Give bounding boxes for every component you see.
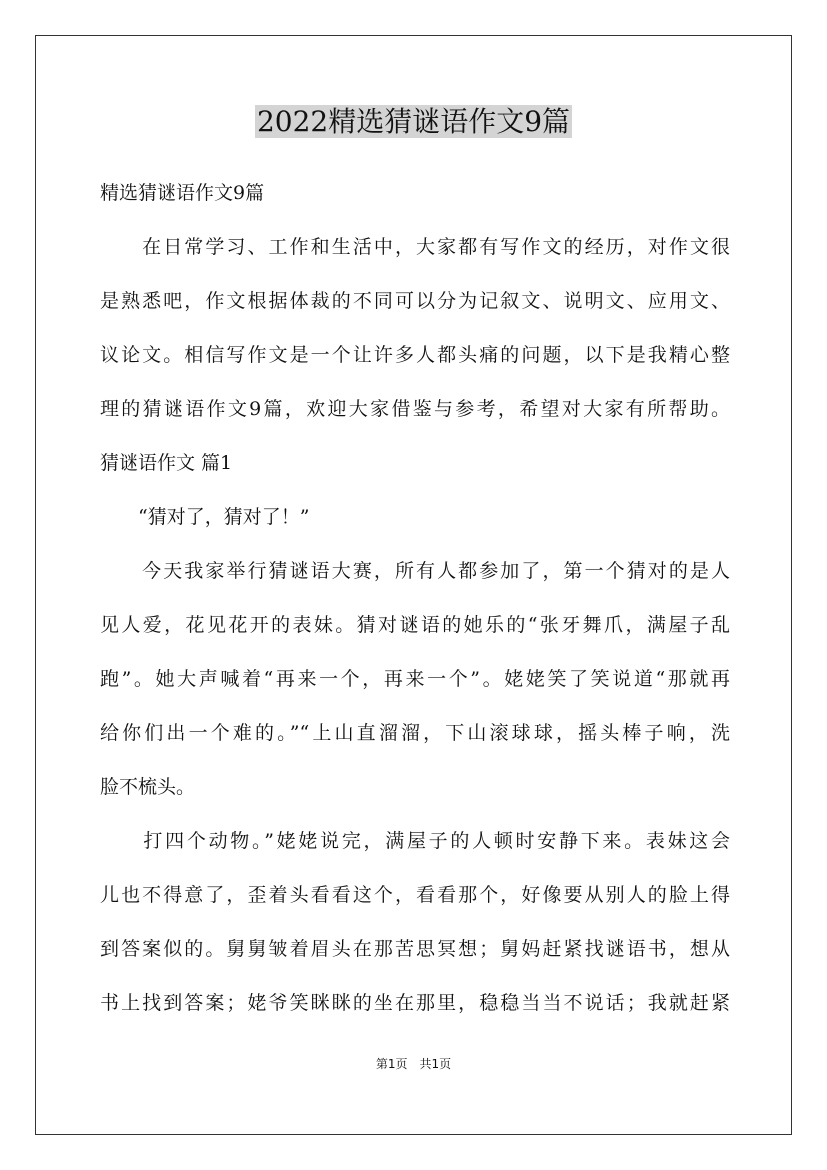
document-title-text: 2022精选猜谜语作文9篇 — [256, 105, 571, 138]
text-line: 打四个动物。”姥姥说完，满屋子的人顿时安静下来。表妹这会 — [100, 830, 730, 852]
page-footer: 第1页 共1页 — [375, 1057, 452, 1071]
text-line: “猜对了，猜对了！” — [100, 506, 310, 528]
text-line: 在日常学习、工作和生活中，大家都有写作文的经历，对作文很 — [100, 236, 730, 258]
text-line: 到答案似的。舅舅皱着眉头在那苦思冥想；舅妈赶紧找谜语书，想从 — [100, 938, 730, 960]
text-line: 见人爱，花见花开的表妹。猜对谜语的她乐的“张牙舞爪，满屋子乱 — [100, 614, 730, 636]
text-line: 猜谜语作文 篇1 — [100, 452, 233, 474]
text-line: 议论文。相信写作文是一个让许多人都头痛的问题，以下是我精心整 — [100, 344, 730, 366]
text-line: 理的猜谜语作文9篇，欢迎大家借鉴与参考，希望对大家有所帮助。 — [100, 398, 730, 420]
text-line: 给你们出一个难的。”“上山直溜溜，下山滚球球，摇头棒子响，洗 — [100, 722, 730, 744]
text-line: 精选猜谜语作文9篇 — [100, 182, 265, 204]
document-title — [0, 102, 827, 142]
text-line: 是熟悉吧，作文根据体裁的不同可以分为记叙文、说明文、应用文、 — [100, 290, 730, 312]
text-line: 跑”。她大声喊着“再来一个，再来一个”。姥姥笑了笑说道“那就再 — [100, 668, 730, 690]
text-line: 书上找到答案；姥爷笑眯眯的坐在那里，稳稳当当不说话；我就赶紧 — [100, 992, 730, 1014]
document-body — [100, 166, 730, 1030]
text-line: 脸不梳头。 — [100, 776, 196, 798]
text-line: 儿也不得意了，歪着头看看这个，看看那个，好像要从别人的脸上得 — [100, 884, 730, 906]
text-line: 今天我家举行猜谜语大赛，所有人都参加了，第一个猜对的是人 — [100, 560, 730, 582]
